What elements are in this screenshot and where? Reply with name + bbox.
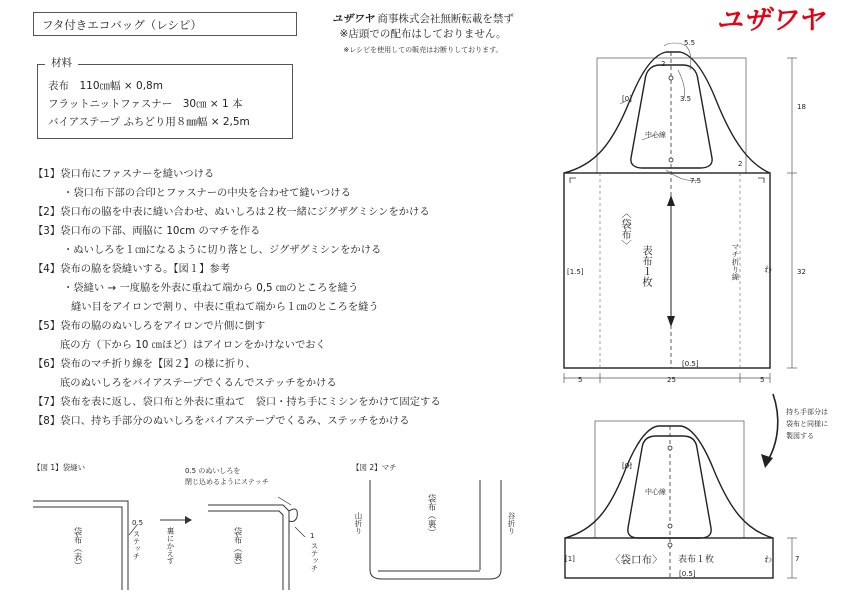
dim-7.5: 7.5 (690, 177, 702, 185)
side-allowance-1.5: [1.5] (567, 268, 584, 276)
copyright-brand: ユザワヤ (332, 13, 375, 25)
material-fabric: 表布 110㎝幅 × 0,8m (48, 80, 163, 92)
wa-label-main: わ (764, 265, 772, 274)
copyright-line-2: ※店頭での配布はしておりません。 (339, 28, 507, 40)
fig1-left-stitch: ステッチ (132, 530, 141, 560)
logo-text: ユザワヤ (716, 5, 824, 34)
dim-2b: 2 (738, 160, 743, 168)
step-2: 【2】袋口布の脇を中表に縫い合わせ、ぬいしろは２枚一緒にジグザグミシンをかける (33, 206, 430, 218)
pattern2-mark-2 (668, 524, 672, 528)
wa-label-second: わ (764, 555, 772, 564)
dim-18: 18 (797, 103, 806, 111)
pattern2-handle-outer (565, 426, 773, 538)
allowance-0-second: [0] (622, 462, 632, 470)
copyright-line-1-text: 商事株式会社無断転載を禁ず (377, 13, 514, 25)
step-7: 【7】袋布を表に返し、袋口布と外表に重ねて 袋口・持ち手にミシンをかけて固定する (33, 396, 441, 408)
dim-5-right: 5 (760, 376, 765, 384)
dim-7: 7 (795, 555, 800, 563)
fig1-arrow-text: 裏にかえす (166, 527, 175, 565)
side-note-line3: 製図する (786, 432, 814, 440)
piece-name-bag: 〈袋布〉 (620, 208, 632, 250)
step-1-detail: ・袋口布下部の合印とファスナーの中央を合わせて縫いつける (63, 187, 351, 199)
dim-5-left: 5 (578, 376, 583, 384)
pattern2-handle-inner (628, 436, 711, 538)
pattern-mark-bottom (669, 158, 673, 162)
fig1-right-leader (295, 527, 305, 537)
dim-2a: 2 (661, 60, 666, 68)
figure-2-drawing (360, 475, 530, 590)
fig1-left-piece: 袋布（表） (72, 527, 82, 570)
pattern-handle-frame (597, 58, 746, 173)
grain-arrow-top (667, 195, 675, 206)
fig2-mountain-fold: 山折り (354, 512, 363, 535)
step-4: 【4】袋布の脇を袋縫いする。【図１】参考 (33, 263, 231, 275)
fig2-piece: 袋布（裏） (426, 494, 436, 537)
piece-count-bag: 表布１枚 (641, 245, 653, 287)
piece-name-opening: 〈袋口布〉 (610, 554, 663, 566)
pattern-corner-tr (758, 178, 764, 183)
instruction-steps (33, 165, 513, 431)
copyright-note: ※レシピを使用しての販売はお断りしております。 (343, 46, 503, 54)
dim-25: 25 (667, 376, 676, 384)
step-4-detail-1: ・袋縫い → 一度脇を外表に重ねて端から 0,5 ㎝のところを縫う (63, 282, 359, 294)
pattern2-mark-1 (668, 446, 672, 450)
side-allowance-1: [1] (565, 555, 575, 563)
dim-curve-35 (678, 70, 685, 98)
fig1-note-line1: 0.5 のぬいしろを (185, 467, 241, 475)
piece-count-opening: 表布１枚 (678, 555, 715, 565)
recipe-title: フタ付きエコバッグ（レシピ） (33, 12, 297, 36)
dim-3.5: 3.5 (680, 95, 692, 103)
fig1-right-outer (208, 505, 289, 590)
copyright-block (318, 12, 528, 56)
dim-32: 32 (797, 268, 806, 276)
center-line-label: 中心線 (645, 131, 666, 139)
step-5: 【5】袋布の脇のぬいしろをアイロンで片側に倒す (33, 320, 266, 332)
pattern-mark-top (669, 76, 673, 80)
fig1-arrow-head (185, 516, 192, 524)
fold-line-label: マチ折り線 (731, 243, 740, 281)
pattern2-mark-3 (668, 543, 672, 547)
copyright-line-1 (318, 12, 528, 27)
step-3: 【3】袋口布の下部、両脇に 10cm のマチを作る (33, 225, 261, 237)
side-note-line1: 持ち手部分は (786, 408, 828, 416)
pattern-handle-inner (631, 65, 712, 168)
figure-1-label: 【図 1】袋縫い (33, 463, 86, 472)
step-5-detail: 底の方（下から 10 ㎝ほど）はアイロンをかけないでおく (60, 339, 326, 351)
step-6: 【6】袋布のマチ折り線を【図２】の様に折り、 (33, 358, 256, 370)
grain-arrow-bottom (667, 316, 675, 327)
step-1: 【1】袋口布にファスナーを縫いつける (33, 168, 215, 180)
bottom-allowance-second: [0.5] (679, 570, 696, 578)
bag-body-pattern (540, 30, 840, 395)
side-note-line2: 袋布と同様に (786, 420, 828, 428)
fig1-right-inner (208, 511, 283, 590)
fig1-right-fold (289, 509, 297, 522)
fig1-note-leader (278, 497, 291, 505)
fig1-left-dim: 0.5 (132, 519, 144, 527)
fig1-right-piece: 袋布（裏） (232, 527, 242, 570)
center-line-label-2: 中心線 (645, 488, 666, 496)
fig1-note-line2: 閉じ込めるようにステッチ (185, 478, 269, 486)
fig2-valley-fold: 谷折り (507, 512, 516, 535)
step-6-detail: 底のぬいしろをバイアステープでくるんでステッチをかける (60, 377, 337, 389)
step-8: 【8】袋口、持ち手部分のぬいしろをバイアステープでくるみ、ステッチをかける (33, 415, 410, 427)
pattern2-handle-frame (595, 421, 744, 538)
materials-label: 材料 (45, 56, 78, 70)
step-4-detail-2: 縫い目をアイロンで割り、中表に重ねて端から１㎝のところを縫う (71, 301, 379, 313)
figure-2-label: 【図 2】マチ (352, 463, 397, 472)
allowance-0-main: [0] (622, 95, 632, 103)
pattern-handle-outer (564, 52, 770, 173)
pattern-corner-tl (570, 178, 576, 183)
fig1-right-stitch: ステッチ (310, 542, 319, 572)
dim-top-5.5: 5.5 (684, 39, 696, 47)
material-bias-tape: バイアステープ ふちどり用８㎜幅 × 2,5m (48, 116, 250, 128)
fig1-right-dim: 1 (310, 532, 315, 540)
bottom-allowance-main: [0.5] (682, 360, 699, 368)
materials-box (37, 64, 293, 139)
material-zipper: フラットニットファスナー 30㎝ × 1 本 (48, 98, 243, 110)
step-3-detail: ・ぬいしろを１㎝になるように切り落とし、ジグザグミシンをかける (63, 244, 382, 256)
